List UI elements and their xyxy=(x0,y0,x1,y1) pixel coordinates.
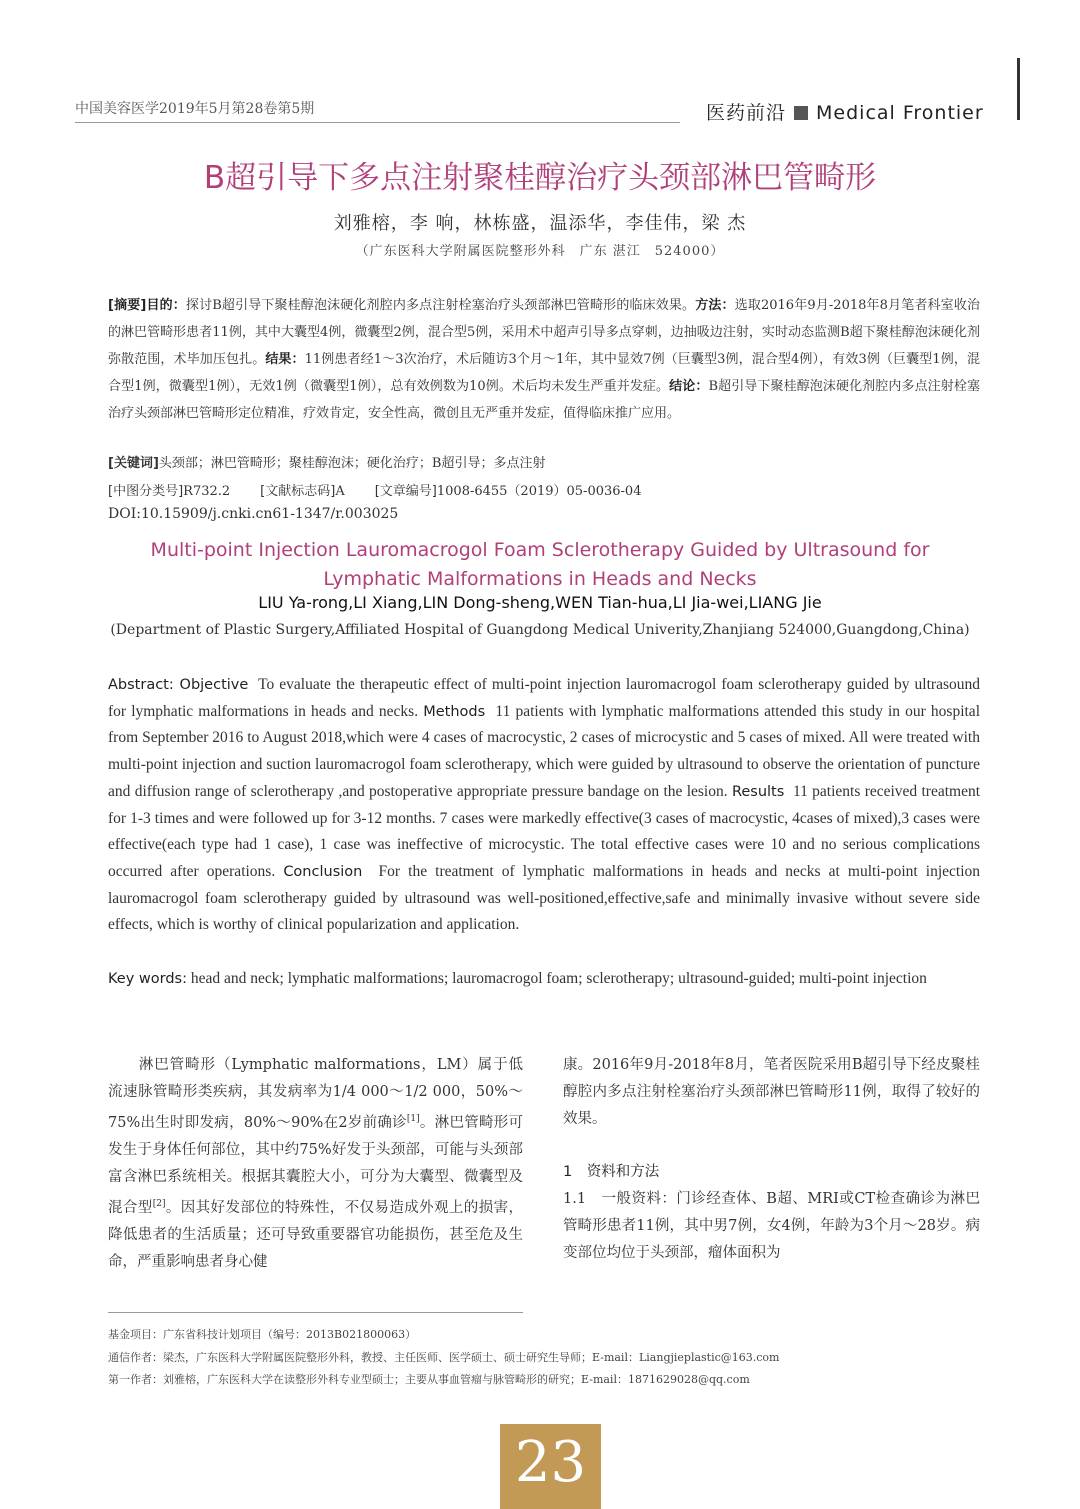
keywords-cn xyxy=(108,452,980,471)
abstract-en xyxy=(108,672,980,939)
classification-line xyxy=(108,480,980,499)
abstract-en-result: 11 patients received treatment for 1-3 times and were followed up for 3-12 months. 7 cases were markedly effective(3 cases of macrocystic, 4cases of mixed),3 cases were effective(each type had 1 case), 1 case was ineffective of microcystic. The total effective cases were 10 and no serious complications occurred after operations. xyxy=(108,782,981,880)
keywords-en-text: head and neck; lymphatic malformations; lauromacrogol foam; sclerotherapy; ultrasound-guided; multi-point injection xyxy=(190,970,927,987)
abstract-cn-conclusion-label: 结论： xyxy=(669,379,709,394)
citation-1: [1] xyxy=(406,1114,420,1124)
abstract-en-method: 11 patients with lymphatic malformations attended this study in our hospital from September 2016 to August 2018,which were 4 cases of macrocystic, 2 cases of microcystic and 5 cases of mixed. All were treated with multi-point injection and suction lauromacrogol foam sclerotherapy, which were guided by ultrasound to observe the orientation of puncture and diffusion range of sclerotherapy ,and postoperative appropriate pressure bandage on the lesion. xyxy=(108,702,980,800)
body-left-column xyxy=(108,1052,523,1276)
article-title-cn: B超引导下多点注射聚桂醇治疗头颈部淋巴管畸形 xyxy=(203,160,877,196)
keywords-en-label: Key words: xyxy=(108,971,187,987)
footnote-corresponding-author: 通信作者：梁杰，广东医科大学附属医院整形外科，教授、主任医师、医学硕士、硕士研究生导师；E-mail：Liangjieplastic@163.com xyxy=(108,1351,780,1364)
body-right-paragraph-1: 康。2016年9月-2018年8月，笔者医院采用B超引导下经皮聚桂醇腔内多点注射栓塞治疗头颈部淋巴管畸形11例，取得了较好的效果。 xyxy=(563,1057,980,1127)
body-left-text-a: 淋巴管畸形（Lymphatic malformations，LM）属于低流速脉管畸形类疾病，其发病率为1/4 000～1/2 000，50%～75%出生时即发病，80%～90%在2岁前确诊 xyxy=(108,1057,523,1131)
article-number-label: [文章编号] xyxy=(374,484,437,499)
authors-en: LIU Ya-rong,LI Xiang,LIN Dong-sheng,WEN Tian-hua,LI Jia-wei,LIANG Jie xyxy=(258,593,822,612)
footnote-rule xyxy=(108,1312,523,1313)
abstract-en-result-label: Results xyxy=(731,783,785,800)
keywords-cn-label: [关键词] xyxy=(108,456,159,471)
section-en: Medical Frontier xyxy=(816,102,984,124)
affiliation-en: (Department of Plastic Surgery,Affiliated Hospital of Guangdong Medical Univerity,Zhanjiang 524000,Guangdong,China) xyxy=(110,622,970,638)
keywords-en xyxy=(108,966,980,993)
doc-code-label: [文献标志码] xyxy=(260,484,336,499)
citation-2: [2] xyxy=(152,1198,166,1209)
header-rule xyxy=(75,122,680,123)
abstract-cn-conclusion: B超引导下聚桂醇泡沫硬化剂腔内多点注射栓塞治疗头颈部淋巴管畸形定位精准，疗效肯定，安全性高，微创且无严重并发症，值得临床推广应用。 xyxy=(108,379,980,421)
section-heading-methods: 1 资料和方法 xyxy=(563,1164,660,1180)
abstract-cn-result: 11例患者经1～3次治疗，术后随访3个月～1年，其中显效7例（巨囊型3例，混合型4例），有效3例（巨囊型1例，混合型1例，微囊型1例），无效1例（微囊型1例），总有效例数为10例。术后均未发生严重并发症。 xyxy=(108,352,980,394)
body-left-text-c: 。因其好发部位的特殊性，不仅易造成外观上的损害，降低患者的生活质量；还可导致重要器官功能损伤，甚至危及生命，严重影响患者身心健 xyxy=(108,1199,524,1270)
abstract-cn-objective-label: 目的： xyxy=(146,298,186,313)
body-left-text-b: 。淋巴管畸形可发生于身体任何部位，其中约75%好发于头颈部，可能与头颈部富含淋巴系统相关。根据其囊腔大小，可分为大囊型、微囊型及混合型 xyxy=(108,1114,524,1216)
clc-label: [中图分类号] xyxy=(108,484,184,499)
section-header xyxy=(706,98,984,125)
abstract-cn-objective: 探讨B超引导下聚桂醇泡沫硬化剂腔内多点注射栓塞治疗头颈部淋巴管畸形的临床效果。 xyxy=(185,298,696,313)
keywords-cn-text: 头颈部；淋巴管畸形；聚桂醇泡沫；硬化治疗；B超引导；多点注射 xyxy=(158,456,546,471)
abstract-cn-method-label: 方法： xyxy=(695,298,735,313)
abstract-cn-method: 选取2016年9月-2018年8月笔者科室收治的淋巴管畸形患者11例，其中大囊型4例，微囊型2例，混合型5例，采用术中超声引导多点穿刺，边抽吸边注射，实时动态监测B超下聚桂醇泡沫硬化剂弥散范围，术毕加压包扎。 xyxy=(108,298,980,367)
abstract-en-label: Abstract: Objective xyxy=(108,677,249,693)
page-number: 23 xyxy=(514,1430,587,1495)
clc-value: R732.2 xyxy=(183,484,231,499)
affiliation-cn: （广东医科大学附属医院整形外科 广东 湛江 524000） xyxy=(355,244,725,259)
authors-cn: 刘雅榕，李 响，林栋盛，温添华，李佳伟，梁 杰 xyxy=(333,213,747,234)
journal-header: 中国美容医学2019年5月第28卷第5期 xyxy=(75,101,315,117)
header-vertical-bar xyxy=(1017,58,1020,120)
article-number-value: 1008-6455（2019）05-0036-04 xyxy=(436,484,642,499)
abstract-cn xyxy=(108,292,980,427)
abstract-en-conclusion: For the treatment of lymphatic malformations in heads and necks at multi-point injection lauromacrogol foam sclerotherapy guided by ultrasound was well-positioned,effective,safe and minimally invasive without severe side effects, which is worthy of clinical popularization and application. xyxy=(108,862,981,934)
abstract-en-conclusion-label: Conclusion xyxy=(283,863,363,880)
doc-code-value: A xyxy=(335,484,345,499)
abstract-cn-label: [摘要] xyxy=(108,298,147,313)
abstract-en-objective: To evaluate the therapeutic effect of multi-point injection lauromacrogol foam sclerotherapy guided by ultrasound for lymphatic malformations in heads and necks. xyxy=(108,676,980,720)
section-cn: 医药前沿 xyxy=(706,102,787,124)
footnote-first-author: 第一作者：刘雅榕，广东医科大学在读整形外科专业型硕士；主要从事血管瘤与脉管畸形的研究；E-mail：1871629028@qq.com xyxy=(108,1373,750,1386)
footnote-fund: 基金项目：广东省科技计划项目（编号：2013B021800063） xyxy=(108,1328,417,1341)
abstract-en-method-label: Methods xyxy=(423,703,486,720)
article-title-en xyxy=(100,536,980,594)
square-icon xyxy=(794,106,808,120)
article-title-en-line2: Lymphatic Malformations in Heads and Necks xyxy=(323,568,757,590)
doi: DOI:10.15909/j.cnki.cn61-1347/r.003025 xyxy=(108,506,399,522)
article-title-en-line1: Multi-point Injection Lauromacrogol Foam Sclerotherapy Guided by Ultrasound for xyxy=(150,539,930,561)
body-right-paragraph-2: 1.1 一般资料：门诊经查体、B超、MRI或CT检查确诊为淋巴管畸形患者11例，其中男7例，女4例，年龄为3个月～28岁。病变部位均位于头颈部，瘤体面积为 xyxy=(563,1191,980,1261)
abstract-cn-result-label: 结果： xyxy=(265,352,305,367)
